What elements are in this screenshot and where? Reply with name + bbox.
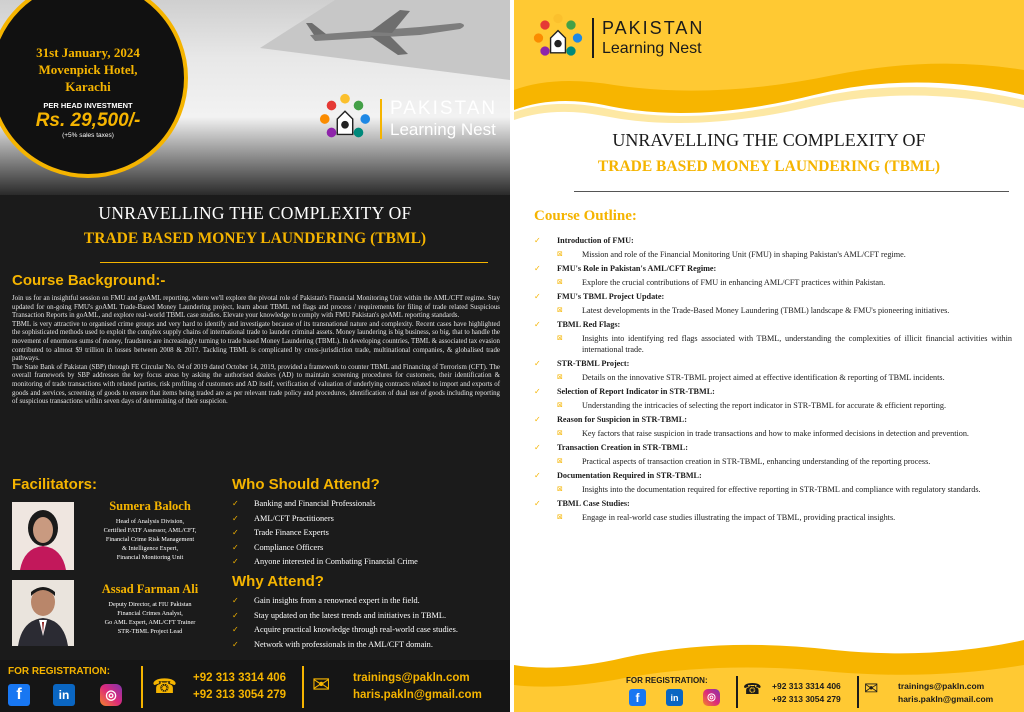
avatar [12,502,74,570]
outline-section-title: Introduction of FMU: [557,236,634,245]
list-item: Trade Finance Experts [254,528,329,537]
email-icon: ✉ [312,673,331,698]
footer [0,660,510,712]
logo [318,92,497,146]
checkbox-icon: ⊠ [557,278,563,286]
list-item: AML/CFT Practitioners [254,513,334,523]
facilitator-name: Assad Farman Ali [101,582,199,596]
title-divider [574,191,1009,192]
why-list [232,596,504,654]
outline-section [534,470,1014,495]
facilitator-bio-line: Certified FATF Assessor, AML/CFT, [103,527,197,534]
outline-section [534,414,1014,439]
outline-section-title: STR-TBML Project: [557,359,630,368]
outline-section [534,291,1014,316]
learning-nest-logo-icon [532,12,584,64]
facilitator-photo [12,580,74,646]
logo-line2: Learning Nest [390,120,496,139]
facebook-icon[interactable]: f [629,689,646,706]
footer-divider [857,676,859,708]
email-address[interactable]: haris.pakln@gmail.com [353,689,482,701]
check-icon: ✓ [534,415,541,424]
check-icon: ✓ [232,596,239,605]
page-title [514,130,1024,176]
checkbox-icon: ⊠ [557,457,563,465]
checkbox-icon: ⊠ [557,250,563,258]
email-address[interactable]: haris.pakln@gmail.com [898,694,994,704]
list-item: Compliance Officers [254,542,324,552]
outline-section [534,235,1014,260]
phone-list [193,670,286,704]
outline-section-detail: Understanding the intricacies of selecting the report indicator in STR-TBML for accurate & efficient reporting. [582,401,946,410]
facilitator-bio-line: Head of Analysis Division, [115,518,185,525]
outline-section-detail: Insights into the documentation required for effective reporting in STR-TBML and compliance with regulatory standards. [582,485,981,494]
outline-section [534,319,1014,355]
facilitator-bio-line: Deputy Director, at FIU Pakistan [108,601,192,608]
logo-line2: Learning Nest [602,40,702,57]
checkbox-icon: ⊠ [557,513,563,521]
facilitators-heading: Facilitators: [12,476,98,493]
outline-section [534,442,1014,467]
linkedin-icon[interactable]: in [666,689,683,706]
outline-section-title: TBML Red Flags: [557,320,621,329]
facilitator-bio-line: Financial Crime Risk Management [105,536,195,543]
outline-section-detail: Latest developments in the Trade-Based Money Laundering (TBML) landscape & FMU's pioneering initiatives. [582,306,950,315]
linkedin-icon[interactable]: in [53,684,75,706]
outline-section [534,263,1014,288]
check-icon: ✓ [534,499,541,508]
check-icon: ✓ [534,292,541,301]
outline-section-title: Transaction Creation in STR-TBML: [557,443,688,452]
outline-section-title: TBML Case Studies: [557,499,630,508]
outline-section-detail: Engage in real-world case studies illustrating the impact of TBML, providing practical insights. [582,513,896,522]
phone-number[interactable]: +92 313 3054 279 [772,694,841,704]
list-item: Banking and Financial Professionals [254,499,376,508]
registration-label: FOR REGISTRATION: [626,676,708,685]
price: Rs. 29,500/- [35,110,141,131]
check-icon: ✓ [232,610,239,620]
outline-heading: Course Outline: [534,208,637,224]
background-heading: Course Background:- [12,272,166,289]
phone-icon: ☎ [743,680,762,698]
left-flyer [0,0,510,712]
background-paragraph: Join us for an insightful session on FMU and goAML reporting, where we'll explore the pivotal role of Pakistan's Financial Monitoring Unit within the AML/CFT regime. Stay updated for on-going FMU's goAML Trade-Based Money Laundering project, learn about TBML red flags and process / requirements for filing of trade related Suspicious Transaction Reports in goAML, and explore real-world TBML case studies. Elevate your knowledge to comply with FMU Pakistan's goAML reporting standards. [12,295,500,320]
email-icon: ✉ [864,679,879,699]
list-item: Anyone interested in Combating Financial Crime [254,557,418,566]
list-item: Network with professionals in the AML/CFT domain. [254,639,433,649]
facilitator-bio-line: STR-TBML Project Lead [117,628,183,635]
outline-section-detail: Mission and role of the Financial Monitoring Unit (FMU) in shaping Pakistan's AML/CFT regime. [582,250,906,259]
check-icon: ✓ [232,639,239,649]
phone-number[interactable]: +92 313 3054 279 [193,689,287,701]
event-city: Karachi [65,79,111,94]
event-date: 31st January, 2024 [36,45,140,60]
email-list [353,670,482,704]
title-line2: TRADE BASED MONEY LAUNDERING (TBML) [83,230,427,247]
checkbox-icon: ⊠ [557,401,563,409]
check-icon: ✓ [534,320,541,329]
check-icon: ✓ [232,513,239,523]
check-icon: ✓ [534,264,541,273]
outline-section [534,386,1014,411]
facilitator-card [80,582,220,636]
title-line2: TRADE BASED MONEY LAUNDERING (TBML) [597,158,941,175]
check-icon: ✓ [232,557,239,566]
outline-section-detail: Insights into identifying red flags associated with TBML, understanding the complexities of illicit financial activities within international trade. [582,334,1012,354]
logo-divider [592,18,594,58]
phone-icon: ☎ [152,674,177,698]
airplane-icon [300,5,470,60]
email-address[interactable]: trainings@pakln.com [898,681,985,691]
facilitator-photo [12,502,74,570]
investment-label: PER HEAD INVESTMENT [43,101,133,110]
check-icon: ✓ [232,625,239,634]
outline-section-detail: Explore the crucial contributions of FMU in enhancing AML/CFT practices within Pakistan. [582,278,886,287]
facilitator-bio-line: Financial Monitoring Unit [116,554,184,561]
event-info [0,44,176,139]
event-venue: Movenpick Hotel, [38,62,138,77]
check-icon: ✓ [534,471,541,480]
logo-text [390,98,497,140]
outline-section-title: FMU's Role in Pakistan's AML/CFT Regime: [557,264,717,273]
outline-section-detail: Practical aspects of transaction creation in STR-TBML, enhancing understanding of the reporting process. [582,457,931,466]
footer [514,668,1024,712]
background-body [12,295,500,407]
checkbox-icon: ⊠ [557,306,563,314]
outline-section [534,358,1014,383]
check-icon: ✓ [534,236,541,245]
outline-section-title: FMU's TBML Project Update: [557,292,665,301]
check-icon: ✓ [534,443,541,452]
outline-section-title: Selection of Report Indicator in STR-TBML: [557,387,715,396]
footer-divider [736,676,738,708]
title-divider [100,262,488,263]
list-item: Acquire practical knowledge through real-world case studies. [254,625,458,634]
outline-section [534,498,1014,523]
list-item: Stay updated on the latest trends and initiatives in TBML. [254,610,447,620]
logo-text [602,18,704,58]
facilitator-card [80,499,220,562]
outline-section-title: Reason for Suspicion in STR-TBML: [557,415,687,424]
outline-section-title: Documentation Required in STR-TBML: [557,471,702,480]
checkbox-icon: ⊠ [557,485,563,493]
phone-number[interactable]: +92 313 3314 406 [772,681,841,691]
right-flyer [514,0,1024,712]
why-heading: Why Attend? [232,573,324,590]
facilitator-bio-line: Financial Crimes Analyst, [117,610,183,617]
logo-divider [380,99,382,139]
who-list [232,499,502,572]
background-paragraph: The State Bank of Pakistan (SBP) through FE Circular No. 04 of 2019 dated October 14, 2019, provided a framework to counter TBML and Financing of Terrorism (CFT). The overall framework by SBP addresses the key focus areas by asking the authorised dealers (AD) to maintain screening procedures for customers, their identification & monitoring of trade transactions with related parties, risk profiling of customers and AD itself, verification of valuation of underlying contracts related to import and exports of goods and services, screening of goods to ensure that items being traded are as per relevant trade policy and procedures, identification of dual use of goods including reporting of suspicious transactions within seven days of determining of their suspicion. [12,363,500,406]
phone-number[interactable]: +92 313 3314 406 [193,672,287,684]
background-paragraph: TBML is very attractive to organised crime groups and very hard to identify and investigate because of its transnational nature and complexity. Recent cases have highlighted the sophisticated methods used to exploit the complex supply chains of international trade to launder criminal assets. Money laundering is big business, so big, that to handle the movement of enormous sums of money, fraudsters are increasingly turning to trade based Money Laundering (TBML). In developing countries, TBML & associated tax evasion contributed to almost $9 trillion in losses between 2008 & 2017. Tackling TBML is complicated by cross-jurisdiction trade, multinational companies, & globalised trade pathways. [12,320,500,363]
learning-nest-logo-icon [318,92,372,146]
page-title [0,203,510,248]
registration-label: FOR REGISTRATION: [8,666,111,677]
outline-section-detail: Key factors that raise suspicion in trade transactions and how to make informed decisions in detection and prevention. [582,429,969,438]
footer-divider [141,666,143,708]
email-list [898,680,993,706]
outline-section-detail: Details on the innovative STR-TBML project aimed at effective identification & reporting of TBML incidents. [582,373,945,382]
checkbox-icon: ⊠ [557,373,563,381]
avatar [12,580,74,646]
email-address[interactable]: trainings@pakln.com [353,672,470,684]
logo-line1: PAKISTAN [390,98,498,119]
check-icon: ✓ [534,387,541,396]
facilitator-bio-line: & Intelligence Expert, [121,545,179,552]
tax-note: (+5% sales taxes) [62,132,114,139]
title-line1: UNRAVELLING THE COMPLEXITY OF [612,130,926,150]
logo-line1: PAKISTAN [602,18,705,38]
check-icon: ✓ [232,542,239,552]
check-icon: ✓ [232,499,239,508]
outline-list [534,235,1014,526]
facilitator-name: Sumera Baloch [109,499,191,513]
logo [532,12,704,64]
instagram-icon[interactable]: ◎ [703,689,720,706]
who-heading: Who Should Attend? [232,476,380,493]
checkbox-icon: ⊠ [557,429,563,437]
facebook-icon[interactable]: f [8,684,30,706]
check-icon: ✓ [232,528,239,537]
title-line1: UNRAVELLING THE COMPLEXITY OF [98,203,412,223]
instagram-icon[interactable]: ◎ [100,684,122,706]
checkbox-icon: ⊠ [557,334,563,342]
phone-list [772,680,841,706]
check-icon: ✓ [534,359,541,368]
facilitator-bio-line: Go AML Expert, AML/CFT Trainer [104,619,196,626]
footer-divider [302,666,304,708]
list-item: Gain insights from a renowned expert in the field. [254,596,420,605]
